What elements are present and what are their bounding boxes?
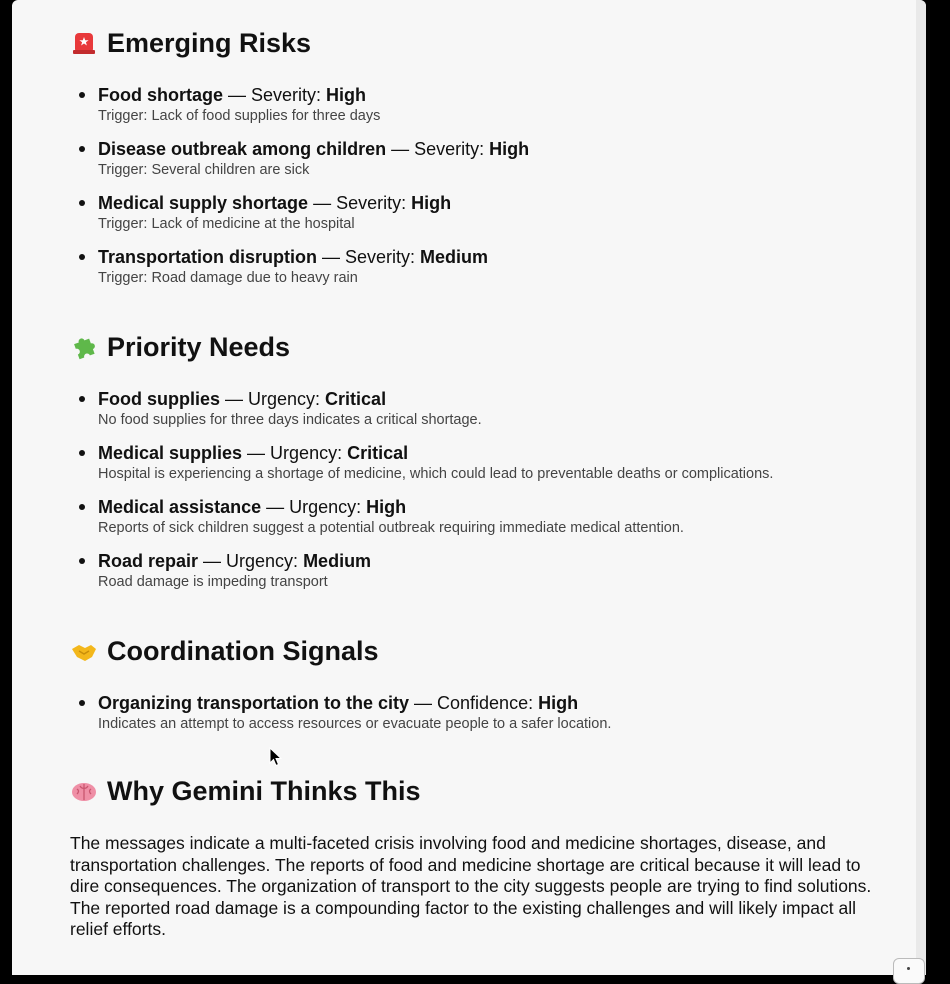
need-urgency-label: — Urgency: [261,497,367,517]
need-detail: Reports of sick children suggest a potential outbreak requiring immediate medical attention. [98,520,684,536]
siren-icon [70,29,98,57]
need-urgency-value: Critical [347,443,409,463]
emerging-risks-title: Emerging Risks [107,27,312,58]
priority-needs-title: Priority Needs [107,331,291,362]
list-item [98,442,900,486]
list-item [98,550,900,594]
need-urgency-label: — Urgency: [198,551,304,571]
more-options-button[interactable] [893,958,925,984]
risk-trigger: Trigger: Lack of food supplies for three days [98,108,381,124]
coordination-signals-heading [70,631,900,671]
bullet [79,254,85,260]
bullet [79,200,85,206]
risk-severity-label: — Severity: [317,247,421,267]
risk-trigger: Trigger: Several children are sick [98,162,310,178]
list-item [98,692,900,736]
risk-severity-label: — Severity: [386,139,490,159]
coordination-signals-list [70,692,900,736]
list-item [98,246,900,290]
risk-severity-value: Medium [420,247,489,267]
coordination-signals-title: Coordination Signals [107,635,379,666]
need-name: Medical supplies [98,443,243,463]
need-name: Medical assistance [98,497,262,517]
list-item [98,138,900,182]
emerging-risks-heading [70,23,900,63]
bullet [79,92,85,98]
need-urgency-label: — Urgency: [242,443,348,463]
risk-name: Food shortage [98,85,223,105]
risk-severity-label: — Severity: [223,85,327,105]
need-detail: No food supplies for three days indicates a critical shortage. [98,412,482,428]
dot-icon [907,967,910,970]
bullet [79,558,85,564]
need-detail: Road damage is impeding transport [98,574,328,590]
need-urgency-label: — Urgency: [220,389,326,409]
need-urgency-value: Critical [325,389,387,409]
bullet [79,396,85,402]
need-name: Road repair [98,551,199,571]
need-urgency-value: Medium [303,551,372,571]
brain-icon [70,777,98,805]
risk-severity-value: High [489,139,530,159]
risk-trigger: Trigger: Lack of medicine at the hospital [98,216,355,232]
risk-name: Medical supply shortage [98,193,309,213]
risk-severity-value: High [326,85,367,105]
coordination-signals-section [70,631,900,746]
risk-name: Transportation disruption [98,247,317,267]
signal-name: Organizing transportation to the city [98,693,410,713]
reasoning-heading [70,771,900,811]
puzzle-piece-icon [70,333,98,361]
priority-needs-heading [70,327,900,367]
bullet [79,450,85,456]
risk-name: Disease outbreak among children [98,139,387,159]
scrollbar-track[interactable] [916,0,926,975]
reasoning-paragraph: The messages indicate a multi-faceted crisis involving food and medicine shortages, disease, and transportation challenges. The reports of food and medicine shortage are critical because it will lead to dire consequences. The organization of transport to the city suggests people are trying to find solutions. The reported road damage is a compounding factor to the existing challenges and will likely impact all relief efforts. [70,833,872,939]
reasoning-section [70,771,900,941]
reasoning-title: Why Gemini Thinks This [107,775,421,806]
mouse-pointer-icon [269,747,283,772]
bullet [79,504,85,510]
list-item [98,388,900,432]
signal-detail: Indicates an attempt to access resources or evacuate people to a safer location. [98,716,612,732]
need-name: Food supplies [98,389,221,409]
priority-needs-section [70,327,900,604]
handshake-icon [70,637,98,665]
priority-needs-list [70,388,900,594]
bullet [79,146,85,152]
need-detail: Hospital is experiencing a shortage of medicine, which could lead to preventable deaths or complications. [98,466,774,482]
risk-severity-label: — Severity: [308,193,412,213]
need-urgency-value: High [366,497,407,517]
list-item [98,192,900,236]
risk-severity-value: High [411,193,452,213]
emerging-risks-section [70,23,900,300]
list-item [98,496,900,540]
analysis-panel [12,0,926,975]
signal-confidence-value: High [538,693,579,713]
risk-trigger: Trigger: Road damage due to heavy rain [98,270,358,286]
signal-confidence-label: — Confidence: [409,693,539,713]
bullet [79,700,85,706]
list-item [98,84,900,128]
emerging-risks-list [70,84,900,290]
